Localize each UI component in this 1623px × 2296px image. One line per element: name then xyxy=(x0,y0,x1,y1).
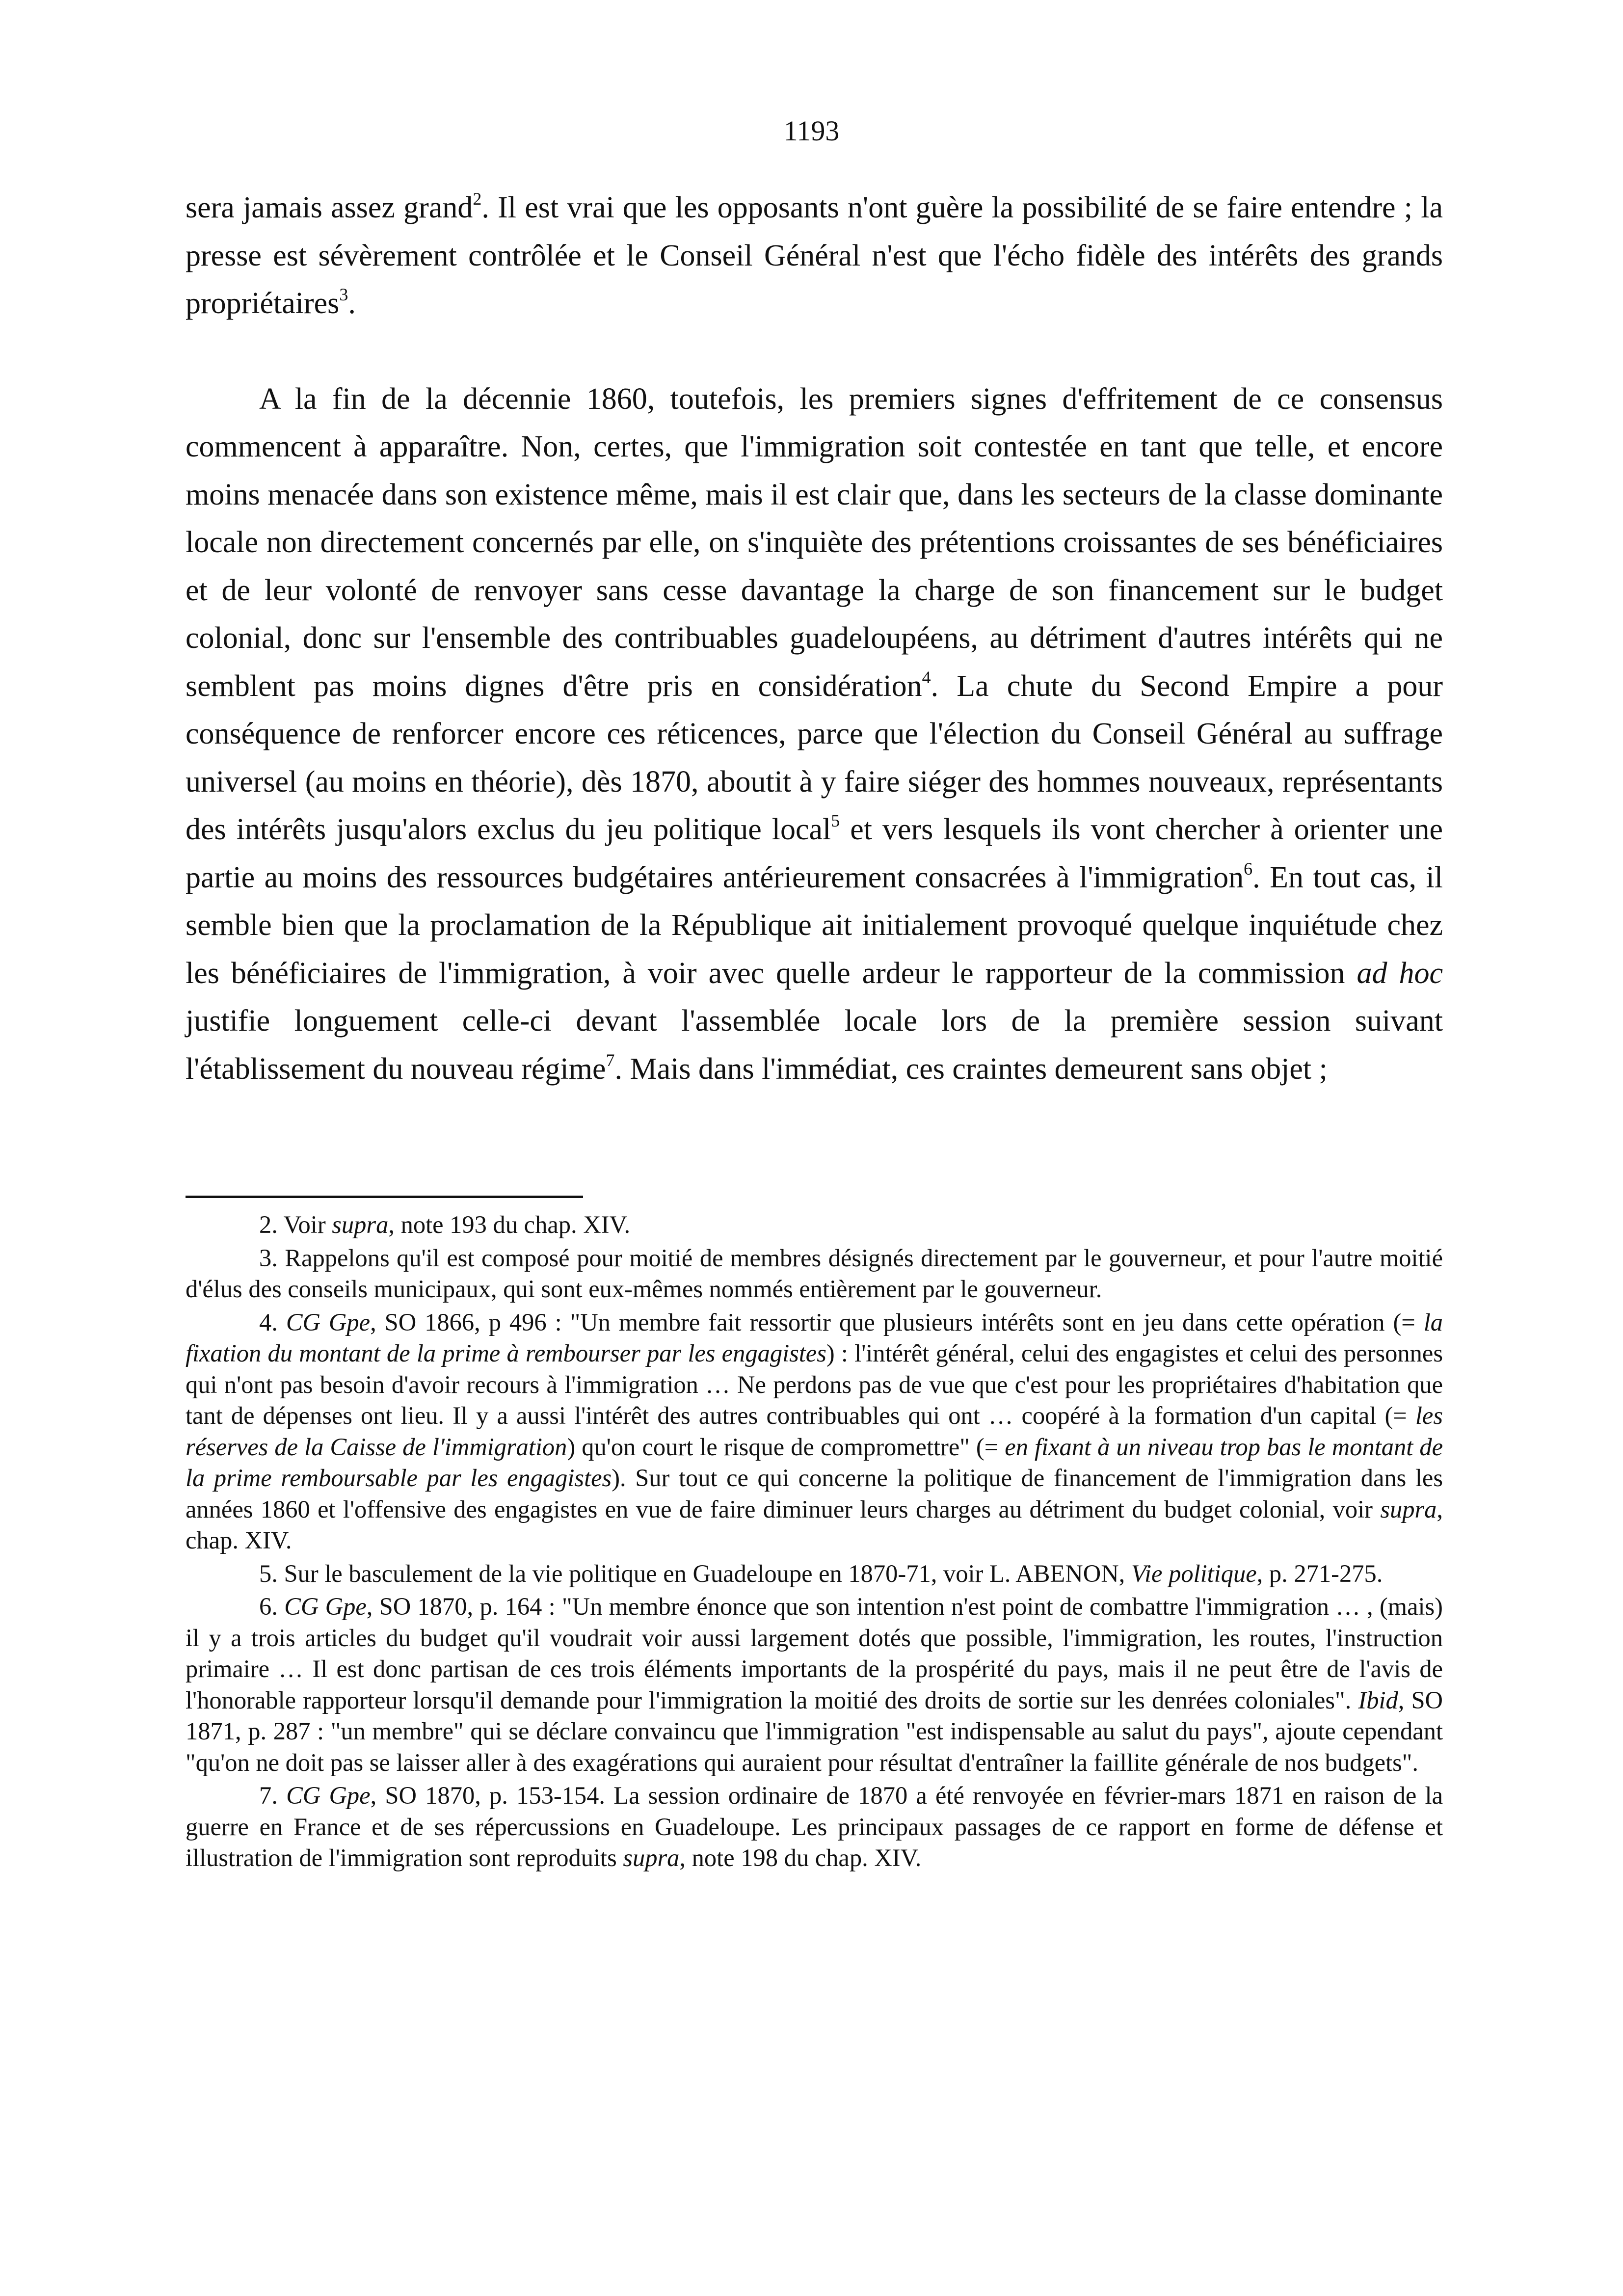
text-span: , chap. XIV. xyxy=(186,1495,1443,1554)
text-span: justifie longuement celle-ci devant l'assemblée locale lors de la première session suivant l'établissement du nouveau régime xyxy=(186,1004,1443,1086)
text-span: , note 198 du chap. XIV. xyxy=(679,1844,922,1871)
italic-term: Ibid xyxy=(1358,1686,1398,1714)
main-text xyxy=(186,184,1443,1093)
text-span: 2. Voir xyxy=(259,1211,332,1238)
footnote-7 xyxy=(186,1780,1443,1874)
footnote-6 xyxy=(186,1591,1443,1778)
text-span: 4. xyxy=(259,1308,286,1336)
text-span: A la fin de la décennie 1860, toutefois, les premiers signes d'effritement de ce consensus commencent à apparaître. Non, certes, que l'immigration soit contestée en tant que telle, et encore moins menacée dans son existence même, mais il est clair que, dans les secteurs de la classe dominante locale non directement concernés par elle, on s'inquiète des prétentions croissantes de ses bénéficiaires et de leur volonté de renvoyer sans cesse davantage la charge de son financement sur le budget colonial, donc sur l'ensemble des contribuables guadeloupéens, au détriment d'autres intérêts qui ne semblent pas moins dignes d'être pris en considération xyxy=(186,382,1443,703)
italic-term: CG Gpe xyxy=(286,1782,371,1809)
text-span: sera jamais assez grand xyxy=(186,191,473,224)
text-span: et vers lesquels ils vont chercher à orienter une partie au moins des ressources budgétaires antérieurement consacrées à l'immigration xyxy=(186,813,1443,894)
footnote-ref-5: 5 xyxy=(831,811,840,830)
text-span: , note 193 du chap. XIV. xyxy=(388,1211,631,1238)
italic-term: supra xyxy=(1380,1495,1437,1523)
text-span: , SO 1870, p. 153-154. La session ordinaire de 1870 a été renvoyée en février-mars 1871 en raison de la guerre en France et de ses répercussions en Guadeloupe. Les principaux passages de ce rapport en forme de défense et illustration de l'immigration sont reproduits xyxy=(186,1782,1443,1871)
italic-term: les réserves de la Caisse de l'immigration xyxy=(186,1402,1443,1461)
text-span: . La chute du Second Empire a pour conséquence de renforcer encore ces réticences, parce que l'élection du Conseil Général au suffrage universel (au moins en théorie), dès 1870, aboutit à y faire siéger des hommes nouveaux, représentants des intérêts jusqu'alors exclus du jeu politique local xyxy=(186,669,1443,846)
footnote-2 xyxy=(186,1209,1443,1241)
text-span: . Il est vrai que les opposants n'ont guère la possibilité de se faire entendre ; la presse est sévèrement contrôlée et le Conseil Général n'est que l'écho fidèle des intérêts des grands propriétaires xyxy=(186,191,1443,320)
italic-term: ad hoc xyxy=(1357,956,1443,990)
text-span: ) qu'on court le risque de compromettre" (= xyxy=(567,1433,1005,1461)
text-span: , SO 1870, p. 164 : "Un membre énonce que son intention n'est point de combattre l'immigration … , (mais) il y a trois articles du budget qu'il voudrait voir aussi largement dotés que possible, l'immigration, les routes, l'instruction primaire … Il est donc partisan de ces trois éléments importants de la prospérité du pays, mais il ne peut être de l'avis de l'honorable rapporteur lorsqu'il demande pour l'immigration la moitié des droits de sortie sur les denrées coloniales". xyxy=(186,1593,1443,1714)
text-span: 6. xyxy=(259,1593,285,1620)
text-span: . xyxy=(348,287,356,320)
italic-term: CG Gpe xyxy=(286,1308,371,1336)
text-span: , SO 1871, p. 287 : "un membre" qui se déclare convaincu que l'immigration "est indispensable au salut du pays", ajoute cependant "qu'on ne doit pas se laisser aller à des exagérations qui auraient pour résultat d'entraîner la faillite générale de nos budgets". xyxy=(186,1686,1443,1776)
text-span: 7. xyxy=(259,1782,287,1809)
text-span: 3. Rappelons qu'il est composé pour moitié de membres désignés directement par le gouverneur, et pour l'autre moitié d'élus des conseils municipaux, qui sont eux-mêmes nommés entièrement par le gouverneur. xyxy=(186,1244,1443,1303)
italic-term: la fixation du montant de la prime à rembourser par les engagistes xyxy=(186,1308,1443,1367)
page-number: 1193 xyxy=(783,115,840,147)
italic-term: Vie politique xyxy=(1131,1559,1257,1587)
footnote-ref-4: 4 xyxy=(922,667,931,687)
footnote-4 xyxy=(186,1307,1443,1556)
footnote-ref-7: 7 xyxy=(606,1050,615,1070)
italic-term: supra xyxy=(623,1844,680,1871)
footnote-separator xyxy=(186,1196,583,1198)
footnotes xyxy=(186,1209,1443,1874)
paragraph-1 xyxy=(186,184,1443,328)
paragraph-2 xyxy=(186,375,1443,1094)
text-span: , p. 271-275. xyxy=(1256,1559,1383,1587)
text-span: ) : l'intérêt général, celui des engagistes et celui des personnes qui n'ont pas besoin d'avoir recours à l'immigration … Ne perdons pas de vue que c'est pour les propriétaires d'habitation que tant de dépenses ont lieu. Il y a aussi l'intérêt des autres contribuables qui ont … coopéré à la formation d'un capital (= xyxy=(186,1339,1443,1429)
italic-term: supra xyxy=(332,1211,389,1238)
italic-term: en fixant à un niveau trop bas le montant de la prime remboursable par les engagistes xyxy=(186,1433,1443,1492)
text-span: ). Sur tout ce qui concerne la politique de financement de l'immigration dans les années 1860 et l'offensive des engagistes en vue de faire diminuer leurs charges au détriment du budget colonial, voir xyxy=(186,1464,1443,1523)
italic-term: CG Gpe xyxy=(284,1593,367,1620)
footnote-5 xyxy=(186,1558,1443,1590)
text-span: . Mais dans l'immédiat, ces craintes demeurent sans objet ; xyxy=(614,1052,1328,1086)
footnote-3 xyxy=(186,1243,1443,1305)
text-span: 5. Sur le basculement de la vie politique en Guadeloupe en 1870-71, voir L. ABENON, xyxy=(259,1559,1131,1587)
text-span: , SO 1866, p 496 : "Un membre fait ressortir que plusieurs intérêts sont en jeu dans cette opération (= xyxy=(370,1308,1424,1336)
footnote-ref-3: 3 xyxy=(339,285,348,304)
footnote-ref-6: 6 xyxy=(1244,858,1253,879)
text-span: . En tout cas, il semble bien que la proclamation de la République ait initialement provoqué quelque inquiétude chez les bénéficiaires de l'immigration, à voir avec quelle ardeur le rapporteur de la commission xyxy=(186,860,1443,990)
footnote-ref-2: 2 xyxy=(473,189,482,209)
